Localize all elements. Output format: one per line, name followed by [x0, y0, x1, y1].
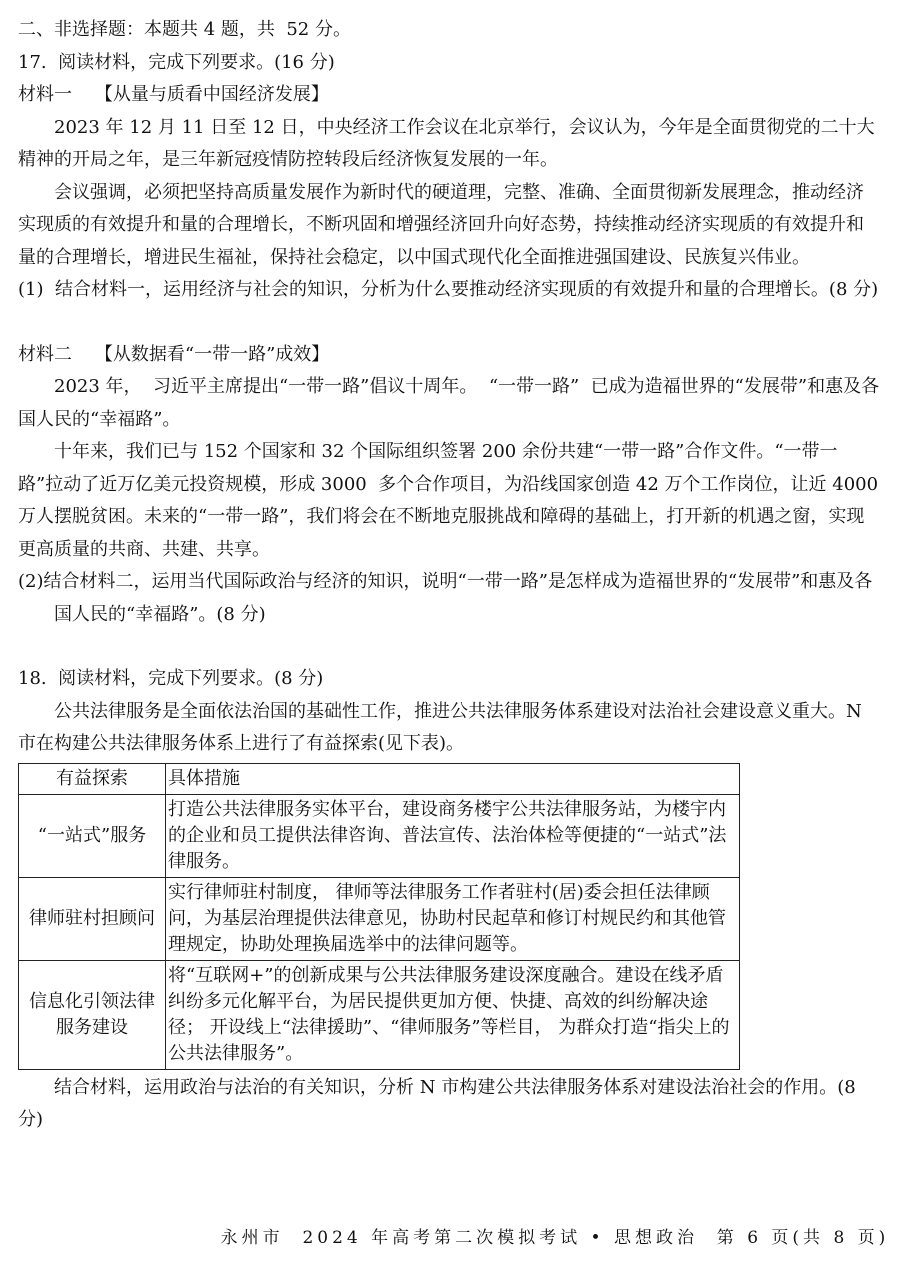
table-cell-measures: 将“互联网+”的创新成果与公共法律服务建设深度融合。建设在线矛盾纠纷多元化解平台，为居民提供更加方便、快捷、高效的纠纷解决途径； 开设线上“法律援助”、“律师服务”等栏目， 为群众打造“指尖上的公共法律服务”。: [166, 960, 740, 1069]
question-18-task: 结合材料，运用政治与法治的有关知识，分析 N 市构建公共法律服务体系对建设法治社会的作用。(8 分): [18, 1076, 862, 1130]
spacer: [18, 631, 880, 663]
section-title: 二、非选择题：本题共 4 题，共 52 分。: [18, 19, 351, 40]
measures-table: [18, 763, 740, 1070]
page-footer: 永州市 2024 年高考第二次模拟考试 • 思想政治 第 6 页(共 8 页): [220, 1227, 890, 1248]
material-1-title: 材料一 【从量与质看中国经济发展】: [18, 84, 329, 105]
table-cell-exploration: 信息化引领法律服务建设: [19, 960, 166, 1069]
table-cell-exploration: 律师驻村担顾问: [19, 877, 166, 960]
material-2-title: 材料二 【从数据看“一带一路”成效】: [18, 343, 330, 365]
spacer: [18, 307, 880, 339]
sub-question-2: (2)结合材料二，运用当代国际政治与经济的知识，说明“一带一路”是怎样成为造福世界的“发展带”和惠及各国人民的“幸福路”。(8 分): [18, 571, 873, 625]
table-cell-exploration: “一站式”服务: [19, 794, 166, 877]
sub-question-1: (1) 结合材料一，运用经济与社会的知识，分析为什么要推动经济实现质的有效提升和量的合理增长。(8 分): [18, 279, 879, 300]
material-1-paragraph-1: 2023 年 12 月 11 日至 12 日，中央经济工作会议在北京举行，会议认为，今年是全面贯彻党的二十大精神的开局之年，是三年新冠疫情防控转段后经济恢复发展的一年。: [18, 116, 875, 170]
material-1-paragraph-2: 会议强调，必须把坚持高质量发展作为新时代的硬道理，完整、准确、全面贯彻新发展理念，推动经济实现质的有效提升和量的合理增长，不断巩固和增强经济回升向好态势，持续推动经济实现质的有效提升和量的合理增长，增进民生福祉，保持社会稳定，以中国式现代化全面推进强国建设、民族复兴伟业。: [18, 181, 864, 268]
material-2-paragraph-1: 2023 年， 习近平主席提出“一带一路”倡议十周年。 “一带一路” 已成为造福世界的“发展带”和惠及各国人民的“幸福路”。: [18, 376, 880, 430]
table-cell-measures: 打造公共法律服务实体平台，建设商务楼宇公共法律服务站，为楼宇内的企业和员工提供法律咨询、普法宣传、法治体检等便捷的“一站式”法律服务。: [166, 794, 740, 877]
table-row: [19, 960, 740, 1069]
question-18-intro: 公共法律服务是全面依法治国的基础性工作，推进公共法律服务体系建设对法治社会建设意义重大。N 市在构建公共法律服务体系上进行了有益探索(见下表)。: [18, 700, 868, 754]
exam-page: [18, 14, 884, 1137]
material-2-paragraph-2: 十年来，我们已与 152 个国家和 32 个国际组织签署 200 余份共建“一带一路”合作文件。“一带一路”拉动了近万亿美元投资规模，形成 3000 多个合作项目，为沿线国家创造 42 万个工作岗位，让近 4000 万人摆脱贫困。未来的“一带一路”，我们将会在不断地克服挑战和障碍的基础上，打开新的机遇之窗，实现更高质量的共商、共建、共享。: [18, 441, 884, 560]
question-18-header: 18. 阅读材料，完成下列要求。(8 分): [18, 668, 324, 689]
table-header-cell: 有益探索: [19, 763, 166, 794]
table-header-cell: 具体措施: [166, 763, 740, 794]
question-17-header: 17. 阅读材料，完成下列要求。(16 分): [18, 51, 335, 73]
table-row: [19, 794, 740, 877]
table-cell-measures: 实行律师驻村制度， 律师等法律服务工作者驻村(居)委会担任法律顾问，为基层治理提供法律意见，协助村民起草和修订村规民约和其他管理规定，协助处理换届选举中的法律问题等。: [166, 877, 740, 960]
table-header-row: [19, 763, 740, 794]
table-row: [19, 877, 740, 960]
